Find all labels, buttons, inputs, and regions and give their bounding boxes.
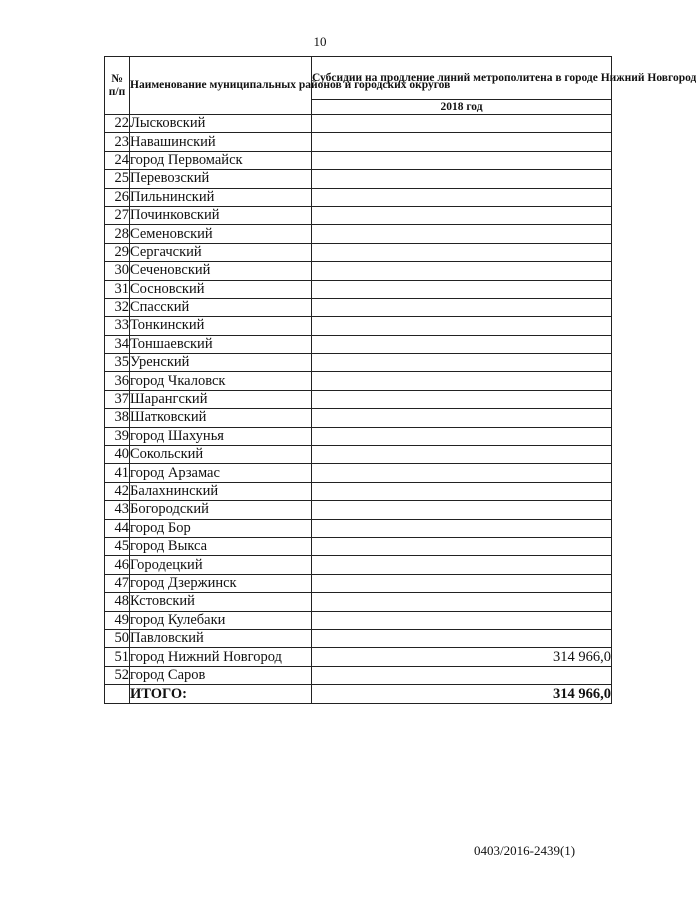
table-row	[105, 151, 612, 169]
table-row	[105, 611, 612, 629]
row-value	[312, 446, 612, 464]
row-name: город Шахунья	[130, 427, 312, 445]
header-name: Наименование муниципальных районов и городских округов	[130, 57, 312, 115]
row-value	[312, 170, 612, 188]
table-row	[105, 629, 612, 647]
table-row	[105, 464, 612, 482]
row-number: 39	[105, 427, 130, 445]
row-value	[312, 629, 612, 647]
row-number: 40	[105, 446, 130, 464]
table-row	[105, 482, 612, 500]
row-number: 50	[105, 629, 130, 647]
table-row	[105, 574, 612, 592]
table-row	[105, 188, 612, 206]
row-name: город Выкса	[130, 537, 312, 555]
table-row	[105, 206, 612, 224]
row-number: 36	[105, 372, 130, 390]
row-value	[312, 372, 612, 390]
table-row	[105, 519, 612, 537]
row-number: 27	[105, 206, 130, 224]
row-value	[312, 188, 612, 206]
table-row	[105, 115, 612, 133]
row-number: 35	[105, 354, 130, 372]
page-number: 10	[313, 34, 327, 49]
row-value	[312, 151, 612, 169]
header-subsidy: Субсидии на продление линий метрополитена в городе Нижний Новгород	[312, 57, 612, 100]
row-number: 34	[105, 335, 130, 353]
row-name: Тонкинский	[130, 317, 312, 335]
header-num: № п/п	[105, 57, 130, 115]
row-name: Сокольский	[130, 446, 312, 464]
row-number: 51	[105, 648, 130, 666]
row-number: 46	[105, 556, 130, 574]
table-row	[105, 262, 612, 280]
row-value	[312, 317, 612, 335]
table-row	[105, 446, 612, 464]
row-value	[312, 611, 612, 629]
row-name: город Нижний Новгород	[130, 648, 312, 666]
row-name: Перевозский	[130, 170, 312, 188]
row-value	[312, 133, 612, 151]
row-name: Богородский	[130, 501, 312, 519]
row-name: Шарангский	[130, 390, 312, 408]
row-number: 31	[105, 280, 130, 298]
row-value	[312, 409, 612, 427]
row-number: 41	[105, 464, 130, 482]
row-name: город Саров	[130, 666, 312, 684]
row-value	[312, 243, 612, 261]
row-name: Шатковский	[130, 409, 312, 427]
table-row	[105, 409, 612, 427]
row-number: 44	[105, 519, 130, 537]
total-label: ИТОГО:	[130, 685, 312, 704]
row-value	[312, 206, 612, 224]
row-name: Сергачский	[130, 243, 312, 261]
row-number: 25	[105, 170, 130, 188]
table-row	[105, 648, 612, 666]
table-row	[105, 243, 612, 261]
header-year: 2018 год	[312, 100, 612, 115]
row-value	[312, 556, 612, 574]
row-name: Павловский	[130, 629, 312, 647]
table-row	[105, 317, 612, 335]
row-name: Лысковский	[130, 115, 312, 133]
row-number: 37	[105, 390, 130, 408]
table-row	[105, 298, 612, 316]
row-name: город Первомайск	[130, 151, 312, 169]
row-value	[312, 519, 612, 537]
row-value	[312, 666, 612, 684]
row-value	[312, 354, 612, 372]
row-value	[312, 115, 612, 133]
row-number: 48	[105, 593, 130, 611]
table-body	[105, 115, 612, 685]
row-value	[312, 390, 612, 408]
row-name: Городецкий	[130, 556, 312, 574]
row-name: Починковский	[130, 206, 312, 224]
row-value	[312, 537, 612, 555]
table-row	[105, 427, 612, 445]
row-number: 45	[105, 537, 130, 555]
document-code: 0403/2016-2439(1)	[474, 843, 576, 858]
row-number: 28	[105, 225, 130, 243]
row-name: Сеченовский	[130, 262, 312, 280]
table-row	[105, 225, 612, 243]
row-name: Кстовский	[130, 593, 312, 611]
table-row	[105, 335, 612, 353]
total-value: 314 966,0	[312, 685, 612, 704]
total-num-cell	[105, 685, 130, 704]
row-name: Уренский	[130, 354, 312, 372]
row-number: 49	[105, 611, 130, 629]
table-row	[105, 556, 612, 574]
table-row	[105, 280, 612, 298]
subsidy-table	[104, 56, 696, 704]
row-name: Навашинский	[130, 133, 312, 151]
row-number: 32	[105, 298, 130, 316]
row-name: город Арзамас	[130, 464, 312, 482]
row-value	[312, 262, 612, 280]
row-value	[312, 501, 612, 519]
table-row	[105, 354, 612, 372]
table-row	[105, 133, 612, 151]
row-number: 23	[105, 133, 130, 151]
row-name: Сосновский	[130, 280, 312, 298]
row-value	[312, 335, 612, 353]
row-number: 33	[105, 317, 130, 335]
table-row	[105, 372, 612, 390]
row-number: 43	[105, 501, 130, 519]
row-name: город Кулебаки	[130, 611, 312, 629]
row-name: Пильнинский	[130, 188, 312, 206]
total-row	[105, 685, 612, 704]
row-name: Балахнинский	[130, 482, 312, 500]
row-number: 30	[105, 262, 130, 280]
table-row	[105, 390, 612, 408]
table-row	[105, 666, 612, 684]
table-row	[105, 170, 612, 188]
row-value	[312, 225, 612, 243]
row-name: город Чкаловск	[130, 372, 312, 390]
row-number: 24	[105, 151, 130, 169]
table-header	[105, 57, 696, 115]
row-name: город Бор	[130, 519, 312, 537]
row-number: 52	[105, 666, 130, 684]
row-number: 29	[105, 243, 130, 261]
table-row	[105, 501, 612, 519]
row-number: 26	[105, 188, 130, 206]
row-value	[312, 298, 612, 316]
row-number: 38	[105, 409, 130, 427]
row-value	[312, 593, 612, 611]
row-value	[312, 464, 612, 482]
row-value: 314 966,0	[312, 648, 612, 666]
row-number: 42	[105, 482, 130, 500]
row-name: город Дзержинск	[130, 574, 312, 592]
table-row	[105, 537, 612, 555]
row-name: Тоншаевский	[130, 335, 312, 353]
row-number: 47	[105, 574, 130, 592]
row-name: Семеновский	[130, 225, 312, 243]
row-value	[312, 280, 612, 298]
row-value	[312, 482, 612, 500]
row-value	[312, 574, 612, 592]
row-number: 22	[105, 115, 130, 133]
row-value	[312, 427, 612, 445]
table-row	[105, 593, 612, 611]
row-name: Спасский	[130, 298, 312, 316]
